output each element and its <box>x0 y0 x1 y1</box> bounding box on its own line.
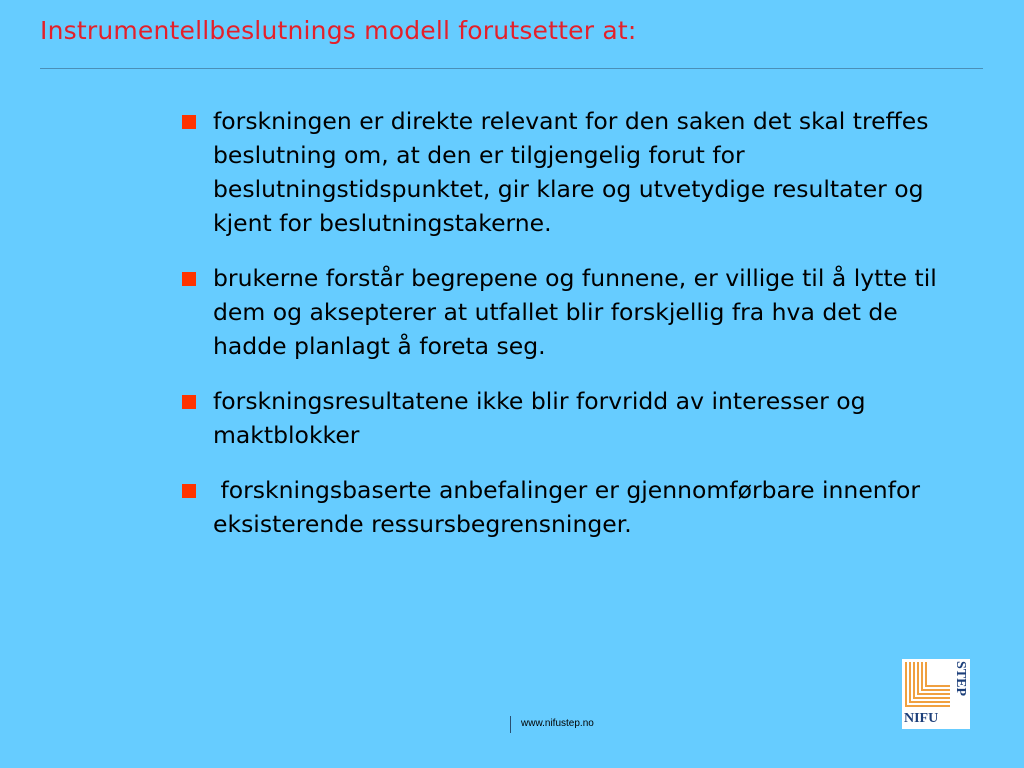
nifu-step-logo-icon <box>902 659 970 729</box>
logo-text-step: STEP <box>953 661 968 697</box>
logo-stripe <box>910 662 950 702</box>
logo-stripe <box>914 662 950 698</box>
logo-stripe <box>926 662 950 686</box>
title-divider <box>40 68 983 69</box>
footer-divider <box>510 716 511 733</box>
footer-url: www.nifustep.no <box>521 718 594 729</box>
square-bullet-icon <box>182 395 196 409</box>
bullet-item <box>182 473 962 541</box>
bullet-text: forskningen er direkte relevant for den saken det skal treffes beslutning om, at den er tilgjengelig forut for beslutningstidspunktet, gir klare og utvetydige resultater og kjent for beslutningstakerne. <box>213 107 929 237</box>
logo-text-nifu: NIFU <box>904 711 939 726</box>
square-bullet-icon <box>182 484 196 498</box>
bullet-list <box>182 104 962 562</box>
bullet-item <box>182 261 962 363</box>
bullet-item <box>182 384 962 452</box>
square-bullet-icon <box>182 115 196 129</box>
square-bullet-icon <box>182 272 196 286</box>
bullet-text: forskningsresultatene ikke blir forvridd av interesser og maktblokker <box>213 387 866 449</box>
bullet-item <box>182 104 962 240</box>
logo-stripe <box>906 662 950 706</box>
slide-title: Instrumentellbeslutnings modell forutsetter at: <box>40 16 637 45</box>
bullet-text: brukerne forstår begrepene og funnene, er villige til å lytte til dem og aksepterer at utfallet blir forskjellig fra hva det de hadde planlagt å foreta seg. <box>213 264 937 360</box>
bullet-text: forskningsbaserte anbefalinger er gjennomførbare innenfor eksisterende ressursbegrensninger. <box>213 476 928 538</box>
